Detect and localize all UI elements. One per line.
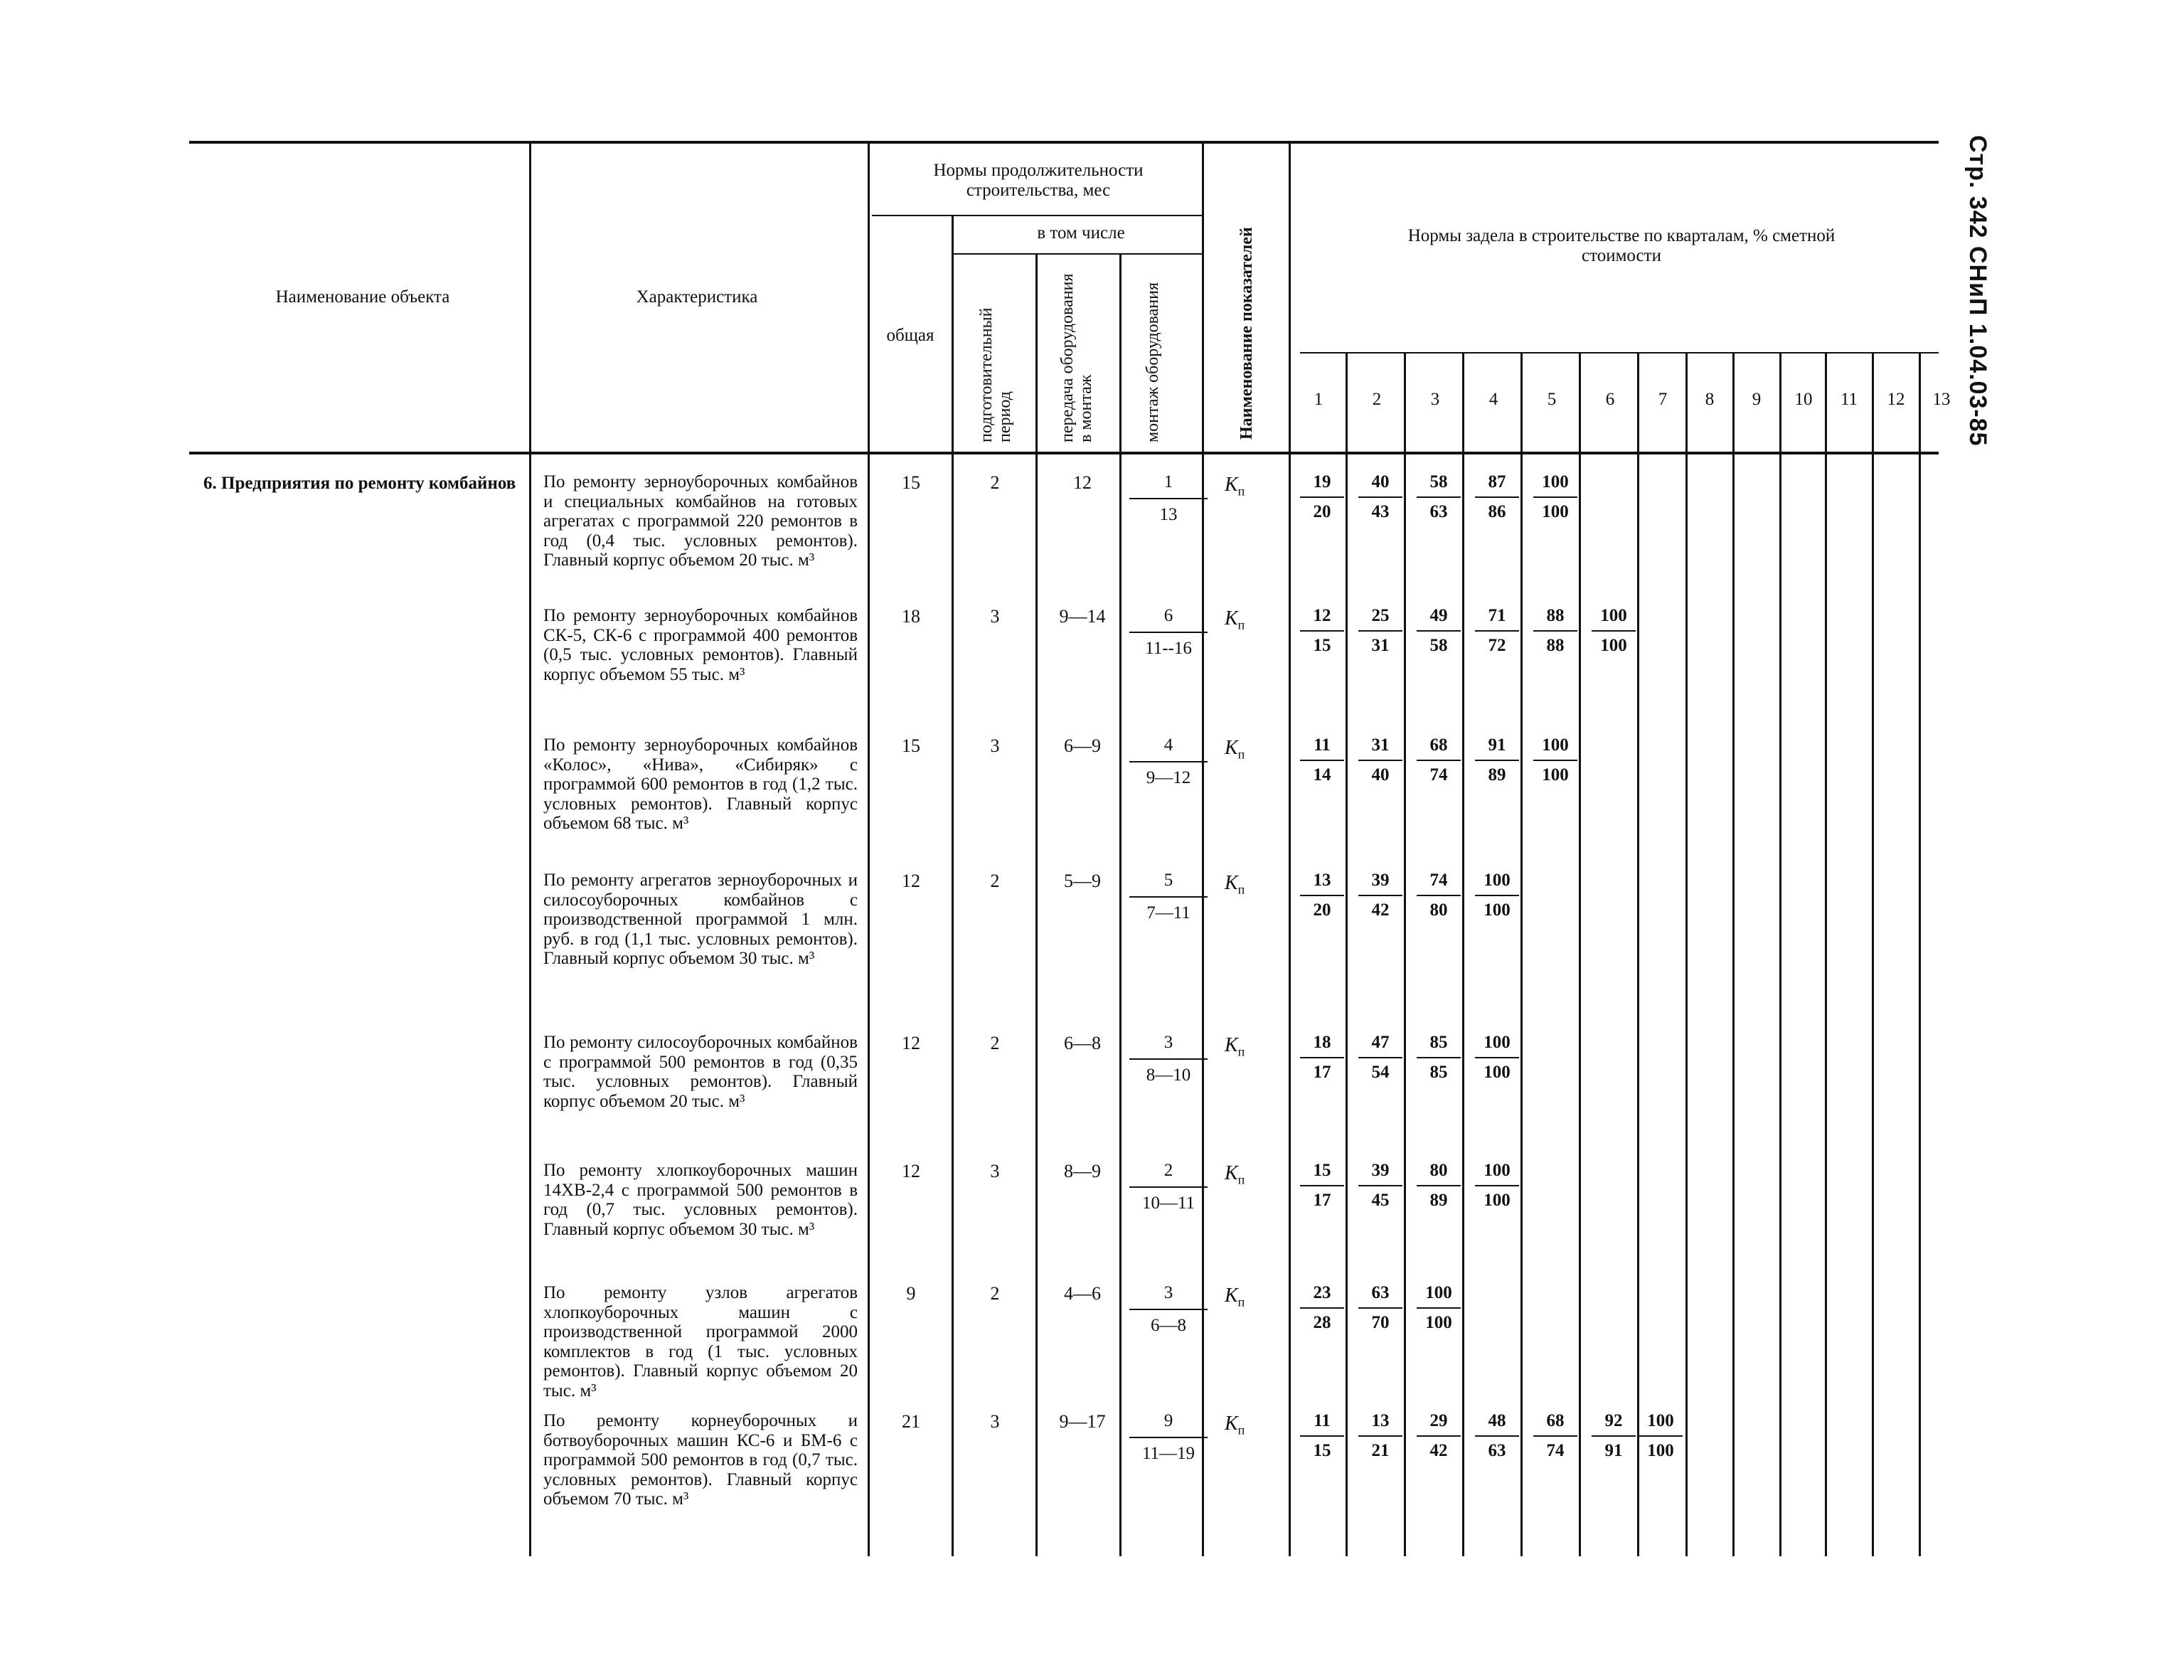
header-prep-period: подготовительный период (977, 307, 1014, 442)
indicator-sub: п (1237, 617, 1245, 632)
total-duration: 18 (902, 606, 920, 627)
quarter-backlog-value: 89 (1429, 1191, 1448, 1210)
quarter-backlog-value: 91 (1604, 1441, 1623, 1460)
indicator-sub: п (1237, 747, 1245, 762)
quarter-backlog (1417, 1283, 1461, 1333)
equip-transfer: 4—6 (1064, 1283, 1101, 1304)
equip-install-range: 11--16 (1145, 639, 1192, 658)
indicator-kp (1225, 1285, 1245, 1310)
quarter-backlog-value: 20 (1313, 502, 1331, 521)
quarter-backlog-cumulative: 100 (1417, 1283, 1461, 1309)
quarter-backlog-cumulative: 88 (1533, 606, 1577, 632)
quarter-backlog-cumulative: 100 (1592, 606, 1636, 632)
quarter-backlog-cumulative: 31 (1358, 735, 1402, 761)
equip-install-range: 13 (1159, 505, 1178, 524)
quarter-backlog (1300, 1161, 1344, 1211)
quarter-backlog-value: 63 (1429, 502, 1448, 521)
quarter-backlog (1358, 735, 1402, 785)
indicator-kp (1225, 872, 1245, 898)
quarter-backlog-cumulative: 63 (1358, 1283, 1402, 1309)
equip-install-range: 11—19 (1141, 1444, 1195, 1463)
object-name: 6. Предприятия по ремонту комбайнов (203, 474, 516, 493)
quarter-backlog (1358, 1411, 1402, 1461)
page-label: Стр. 342 СНиП 1.04.03-85 (1964, 135, 1991, 447)
q-divider (1685, 352, 1688, 1556)
quarter-backlog-value: 100 (1483, 900, 1511, 920)
quarter-backlog-cumulative: 11 (1300, 735, 1344, 761)
quarter-backlog-cumulative: 18 (1300, 1033, 1344, 1058)
quarter-backlog-cumulative: 68 (1533, 1411, 1577, 1437)
equip-install-range: 8—10 (1146, 1065, 1191, 1085)
quarter-backlog-cumulative: 100 (1533, 735, 1577, 761)
characteristic-text: По ремонту зерноуборочных комбайнов и специальных комбайнов на готовых агрегатах с программой 220 ремонтов в год (0,4 тыс. условных ремонтов). Главный корпус объемом 20 тыс. м³ (543, 472, 858, 570)
header-characteristic: Характеристика (636, 287, 758, 307)
quarter-number: 13 (1932, 390, 1951, 409)
equip-install-range: 9—12 (1146, 768, 1191, 787)
q-divider (1825, 352, 1827, 1556)
total-duration: 15 (902, 472, 920, 493)
quarter-backlog-value: 42 (1429, 1441, 1448, 1460)
quarter-backlog-cumulative: 23 (1300, 1283, 1344, 1309)
total-duration: 12 (902, 1033, 920, 1053)
indicator-sub: п (1237, 1423, 1245, 1437)
quarter-backlog-cumulative: 13 (1300, 871, 1344, 896)
equip-install-start: 9 (1129, 1411, 1208, 1438)
quarter-number: 3 (1430, 390, 1440, 409)
quarter-backlog-value: 70 (1371, 1313, 1390, 1332)
quarter-number: 5 (1547, 390, 1557, 409)
q-divider (1732, 352, 1735, 1556)
characteristic-text: По ремонту зерноуборочных комбайнов СК-5, СК-6 с программой 400 ремонтов (0,5 тыс. условных ремонтов). Главный корпус объемом 55 тыс. м³ (543, 606, 858, 684)
quarter-backlog-cumulative: 19 (1300, 472, 1344, 498)
quarter-backlog-value: 72 (1488, 636, 1506, 655)
equip-transfer: 9—14 (1059, 606, 1106, 627)
equip-install (1129, 472, 1208, 525)
quarter-number: 12 (1887, 390, 1905, 409)
q-divider (1462, 352, 1464, 1556)
indicator-k: К (1225, 872, 1238, 894)
equip-install (1129, 1283, 1208, 1336)
quarter-backlog-cumulative: 74 (1417, 871, 1461, 896)
total-duration: 9 (906, 1283, 916, 1304)
quarter-backlog (1358, 1033, 1402, 1083)
quarter-backlog (1533, 735, 1577, 785)
quarter-backlog-cumulative: 85 (1417, 1033, 1461, 1058)
quarter-number: 9 (1752, 390, 1762, 409)
quarter-backlog (1358, 871, 1402, 920)
equip-transfer: 8—9 (1064, 1161, 1101, 1181)
quarter-backlog-cumulative: 68 (1417, 735, 1461, 761)
quarter-number: 11 (1840, 390, 1858, 409)
quarter-number: 7 (1658, 390, 1668, 409)
quarter-backlog (1417, 606, 1461, 656)
header-norms-duration: Нормы продолжительности строительства, мес (933, 161, 1144, 200)
prep-period: 3 (990, 735, 1000, 756)
equip-install-start: 3 (1129, 1033, 1208, 1060)
quarter-number: 4 (1488, 390, 1498, 409)
quarter-backlog-cumulative: 39 (1358, 1161, 1402, 1186)
prep-period: 2 (990, 472, 1000, 493)
quarter-backlog-cumulative: 100 (1533, 472, 1577, 498)
indicator-k: К (1225, 1413, 1238, 1435)
equip-install-start: 6 (1129, 606, 1208, 633)
quarter-backlog-cumulative: 15 (1300, 1161, 1344, 1186)
quarter-backlog (1639, 1411, 1683, 1461)
quarter-backlog (1300, 735, 1344, 785)
quarter-backlog (1417, 472, 1461, 522)
indicator-k: К (1225, 474, 1238, 496)
indicator-k: К (1225, 607, 1238, 629)
indicator-kp (1225, 1162, 1245, 1188)
quarter-backlog (1358, 472, 1402, 522)
quarter-backlog-cumulative: 12 (1300, 606, 1344, 632)
quarter-backlog-value: 20 (1313, 900, 1331, 920)
q-divider (1872, 352, 1874, 1556)
quarter-backlog (1300, 1033, 1344, 1083)
quarter-backlog (1592, 1411, 1636, 1461)
quarter-backlog-value: 74 (1546, 1441, 1565, 1460)
quarter-backlog-cumulative: 100 (1475, 871, 1519, 896)
equip-install-start: 4 (1129, 735, 1208, 762)
q-divider (1520, 352, 1523, 1556)
indicator-kp (1225, 607, 1245, 633)
characteristic-text: По ремонту хлопкоуборочных машин 14ХВ-2,4 с программой 500 ремонтов в год (0,7 тыс. условных ремонтов). Главный корпус объемом 30 тыс. м³ (543, 1161, 858, 1239)
quarter-backlog-cumulative: 13 (1358, 1411, 1402, 1437)
characteristic-text: По ремонту корнеуборочных и ботвоуборочных машин КС-6 и БМ-6 с программой 500 ремонтов в год (0,7 тыс. условных ремонтов). Главный корпус объемом 70 тыс. м³ (543, 1411, 858, 1509)
quarter-backlog (1300, 871, 1344, 920)
quarter-backlog (1533, 1411, 1577, 1461)
col-divider-prep (952, 215, 954, 1556)
header-total: общая (886, 326, 934, 345)
col-divider-install (1119, 253, 1122, 1556)
indicator-kp (1225, 474, 1245, 499)
quarter-backlog-cumulative: 87 (1475, 472, 1519, 498)
quarter-number: 2 (1372, 390, 1382, 409)
q-divider (1779, 352, 1781, 1556)
equip-install-range: 10—11 (1141, 1193, 1195, 1213)
equip-install-start: 3 (1129, 1283, 1208, 1310)
indicator-k: К (1225, 1162, 1238, 1184)
quarter-backlog-value: 80 (1429, 900, 1448, 920)
quarter-backlog (1358, 606, 1402, 656)
col-divider-transfer (1035, 253, 1038, 1556)
indicator-k: К (1225, 737, 1238, 759)
quarter-backlog-value: 17 (1313, 1191, 1331, 1210)
indicator-k: К (1225, 1034, 1238, 1056)
indicator-k: К (1225, 1285, 1238, 1307)
quarter-backlog-value: 31 (1371, 636, 1390, 655)
characteristic-text: По ремонту узлов агрегатов хлопкоуборочных машин с производственной программой 2000 комплектов в год (1 тыс. условных ремонтов). Главный корпус объемом 20 тыс. м³ (543, 1283, 858, 1400)
total-duration: 15 (902, 735, 920, 756)
quarter-backlog-cumulative: 80 (1417, 1161, 1461, 1186)
quarter-backlog-cumulative: 25 (1358, 606, 1402, 632)
quarter-backlog (1300, 1411, 1344, 1461)
prep-period: 2 (990, 1283, 1000, 1304)
quarter-backlog-value: 100 (1600, 636, 1627, 655)
header-object-name: Наименование объекта (275, 287, 450, 307)
quarter-backlog-value: 100 (1542, 765, 1569, 785)
col-divider-quarters (1289, 141, 1291, 1556)
quarter-backlog (1417, 1411, 1461, 1461)
quarter-backlog (1300, 606, 1344, 656)
characteristic-text: По ремонту агрегатов зерноуборочных и силосоуборочных комбайнов с производственной программой 1 млн. руб. в год (1,1 тыс. условных ремонтов). Главный корпус объемом 30 тыс. м³ (543, 871, 858, 968)
indicator-sub: п (1237, 1172, 1245, 1187)
quarter-backlog-value: 14 (1313, 765, 1331, 785)
equip-transfer: 12 (1073, 472, 1092, 493)
quarter-backlog (1358, 1161, 1402, 1211)
q-divider (1404, 352, 1406, 1556)
norms-duration-rule (872, 215, 1202, 216)
quarter-backlog-cumulative: 100 (1475, 1033, 1519, 1058)
indicator-kp (1225, 1413, 1245, 1438)
quarter-backlog-value: 40 (1371, 765, 1390, 785)
indicator-sub: п (1237, 1294, 1245, 1309)
quarter-backlog-value: 42 (1371, 900, 1390, 920)
equip-install-start: 5 (1129, 871, 1208, 898)
quarter-backlog-cumulative: 40 (1358, 472, 1402, 498)
prep-period: 3 (990, 1161, 1000, 1181)
quarter-backlog-value: 100 (1542, 502, 1569, 521)
quarter-backlog-value: 85 (1429, 1063, 1448, 1082)
equip-install-start: 2 (1129, 1161, 1208, 1188)
quarter-backlog (1417, 735, 1461, 785)
total-duration: 12 (902, 1161, 920, 1181)
header-including: в том числе (1037, 223, 1125, 243)
quarter-backlog-cumulative: 100 (1639, 1411, 1683, 1437)
total-duration: 12 (902, 871, 920, 891)
quarter-backlog (1533, 606, 1577, 656)
quarter-backlog (1358, 1283, 1402, 1333)
quarter-backlog-cumulative: 58 (1417, 472, 1461, 498)
quarter-backlog (1475, 472, 1519, 522)
quarter-backlog-value: 86 (1488, 502, 1506, 521)
quarter-backlog (1475, 1033, 1519, 1083)
quarter-backlog-cumulative: 11 (1300, 1411, 1344, 1437)
quarter-backlog-value: 43 (1371, 502, 1390, 521)
indicator-sub: п (1237, 1044, 1245, 1059)
quarter-backlog (1475, 1161, 1519, 1211)
quarter-backlog-value: 100 (1647, 1441, 1674, 1460)
quarter-backlog-cumulative: 100 (1475, 1161, 1519, 1186)
quarter-backlog (1417, 1161, 1461, 1211)
prep-period: 3 (990, 1411, 1000, 1432)
prep-period: 2 (990, 1033, 1000, 1053)
quarter-backlog-cumulative: 29 (1417, 1411, 1461, 1437)
equip-transfer: 6—8 (1064, 1033, 1101, 1053)
quarter-backlog-cumulative: 49 (1417, 606, 1461, 632)
equip-install (1129, 606, 1208, 659)
equip-install-start: 1 (1129, 472, 1208, 499)
quarter-backlog-value: 100 (1425, 1313, 1452, 1332)
indicator-kp (1225, 737, 1245, 762)
quarter-backlog-value: 100 (1483, 1191, 1511, 1210)
quarter-backlog-value: 54 (1371, 1063, 1390, 1082)
equip-transfer: 6—9 (1064, 735, 1101, 756)
quarter-backlog-cumulative: 91 (1475, 735, 1519, 761)
header-equip-install: монтаж оборудования (1144, 282, 1162, 442)
quarter-backlog (1475, 871, 1519, 920)
quarter-backlog-cumulative: 39 (1358, 871, 1402, 896)
quarter-backlog (1533, 472, 1577, 522)
q-divider (1919, 352, 1921, 1556)
q-divider (1346, 352, 1348, 1556)
prep-period: 3 (990, 606, 1000, 627)
quarter-backlog-value: 15 (1313, 1441, 1331, 1460)
quarter-backlog-value: 88 (1546, 636, 1565, 655)
col-divider-indicator (1202, 141, 1204, 1556)
header-norms-backlog: Нормы задела в строительстве по кварталам, % сметной стоимости (1407, 226, 1836, 265)
quarter-backlog-value: 17 (1313, 1063, 1331, 1082)
equip-install-range: 6—8 (1151, 1316, 1186, 1335)
table-header-bottom-rule (189, 452, 1939, 454)
quarter-backlog-cumulative: 48 (1475, 1411, 1519, 1437)
col-divider-char (529, 141, 531, 1556)
q-divider (1579, 352, 1581, 1556)
quarter-backlog (1592, 606, 1636, 656)
quarter-backlog-cumulative: 47 (1358, 1033, 1402, 1058)
quarter-backlog-value: 28 (1313, 1313, 1331, 1332)
quarter-number: 10 (1794, 390, 1813, 409)
quarter-backlog-value: 45 (1371, 1191, 1390, 1210)
indicator-sub: п (1237, 484, 1245, 499)
quarter-backlog (1475, 735, 1519, 785)
equip-install (1129, 1411, 1208, 1464)
table-top-rule (189, 141, 1939, 144)
quarter-backlog (1417, 1033, 1461, 1083)
quarter-number: 1 (1314, 390, 1323, 409)
equip-install-range: 7—11 (1146, 903, 1190, 923)
quarter-backlog-cumulative: 71 (1475, 606, 1519, 632)
quarter-backlog (1475, 1411, 1519, 1461)
equip-install (1129, 1161, 1208, 1213)
quarter-backlog-value: 89 (1488, 765, 1506, 785)
quarter-backlog (1300, 472, 1344, 522)
quarter-backlog-value: 58 (1429, 636, 1448, 655)
quarter-number: 6 (1605, 390, 1615, 409)
characteristic-text: По ремонту силосоуборочных комбайнов с программой 500 ремонтов в год (0,35 тыс. условных ремонтов). Главный корпус объемом 20 тыс. м³ (543, 1033, 858, 1111)
quarter-number: 8 (1705, 390, 1715, 409)
quarters-rule (1300, 352, 1939, 353)
quarter-backlog (1475, 606, 1519, 656)
equip-install (1129, 871, 1208, 923)
indicator-sub: п (1237, 882, 1245, 897)
equip-install (1129, 1033, 1208, 1085)
header-indicator-name: Наименование показателей (1237, 227, 1256, 440)
header-equip-transfer: передача оборудования в монтаж (1058, 273, 1095, 442)
prep-period: 2 (990, 871, 1000, 891)
quarter-backlog (1417, 871, 1461, 920)
total-duration: 21 (902, 1411, 920, 1432)
quarter-backlog-value: 63 (1488, 1441, 1506, 1460)
indicator-kp (1225, 1034, 1245, 1060)
quarter-backlog-value: 15 (1313, 636, 1331, 655)
quarter-backlog-cumulative: 92 (1592, 1411, 1636, 1437)
col-divider-total (868, 141, 870, 1556)
q-divider (1637, 352, 1639, 1556)
quarter-backlog (1300, 1283, 1344, 1333)
characteristic-text: По ремонту зерноуборочных комбайнов «Колос», «Нива», «Сибиряк» с программой 600 ремонтов в год (1,2 тыс. условных ремонтов). Главный корпус объемом 68 тыс. м³ (543, 735, 858, 833)
equip-install (1129, 735, 1208, 788)
equip-transfer: 9—17 (1059, 1411, 1106, 1432)
equip-transfer: 5—9 (1064, 871, 1101, 891)
quarter-backlog-value: 21 (1371, 1441, 1390, 1460)
quarter-backlog-value: 74 (1429, 765, 1448, 785)
quarter-backlog-value: 100 (1483, 1063, 1511, 1082)
